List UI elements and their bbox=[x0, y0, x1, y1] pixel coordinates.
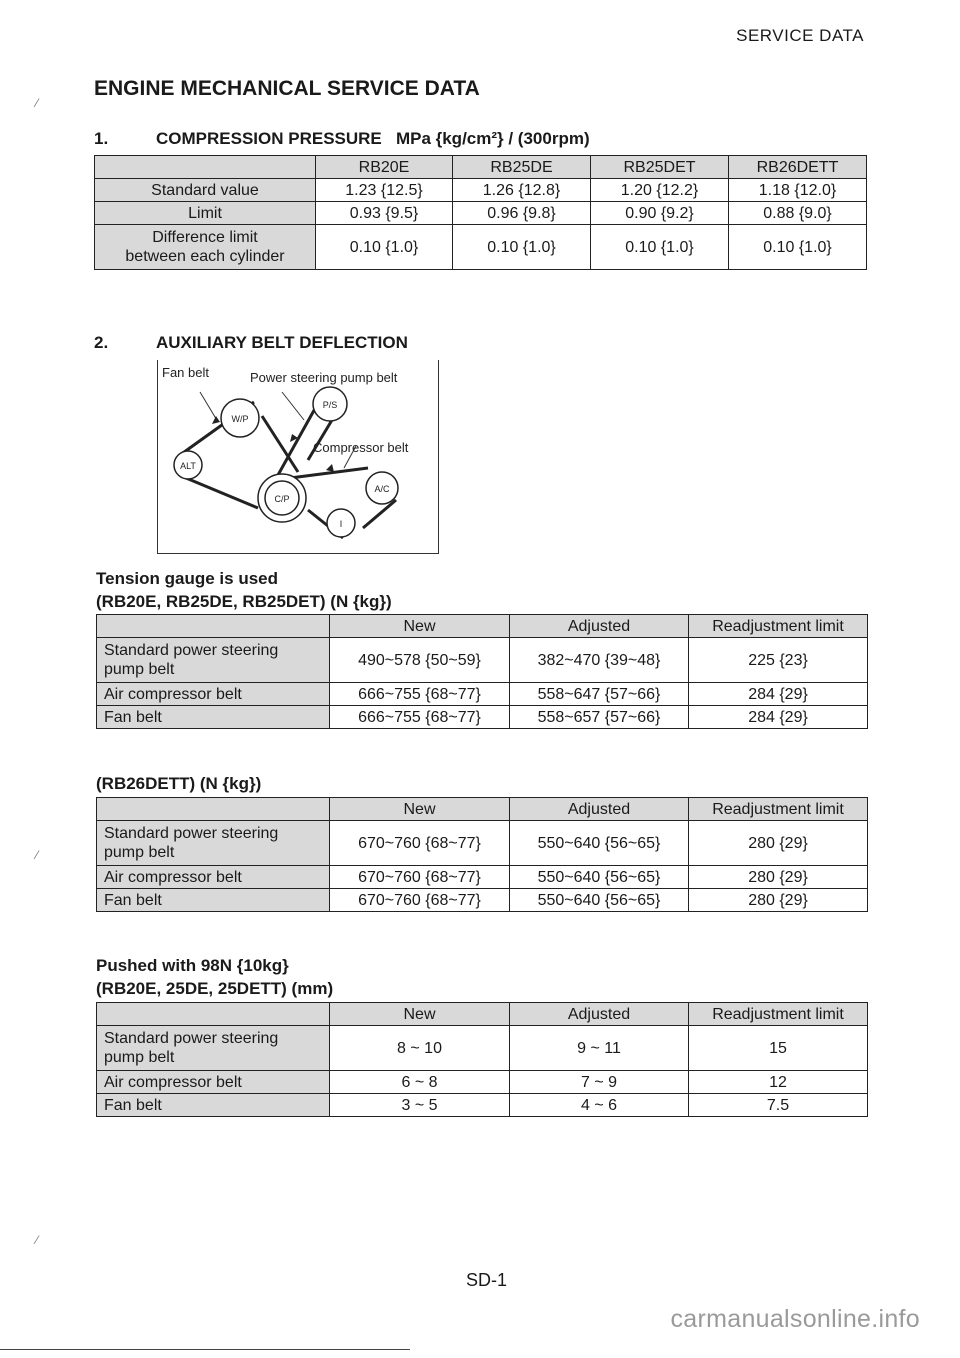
table-cell: 1.18 {12.0} bbox=[729, 179, 867, 202]
table-cell: 550~640 {56~65} bbox=[510, 866, 689, 889]
fan-belt-right bbox=[262, 416, 298, 472]
table-cell: 1.23 {12.5} bbox=[316, 179, 453, 202]
table-cell: 280 {29} bbox=[689, 866, 868, 889]
table-cell: 280 {29} bbox=[689, 821, 868, 866]
column-header: Readjustment limit bbox=[689, 1003, 868, 1026]
column-header: New bbox=[330, 615, 510, 638]
wp-label: W/P bbox=[231, 414, 249, 424]
table-cell: 12 bbox=[689, 1071, 868, 1094]
table-a-heading-line: Tension gauge is used bbox=[96, 569, 278, 588]
table-c-heading-line: Pushed with 98N {10kg} bbox=[96, 956, 289, 975]
row-label bbox=[97, 638, 330, 683]
table-cell: 0.88 {9.0} bbox=[729, 202, 867, 225]
row-label-line: Difference limit bbox=[152, 229, 258, 246]
table-cell: 6 ~ 8 bbox=[330, 1071, 510, 1094]
column-header: RB25DE bbox=[453, 156, 591, 179]
table-cell: 15 bbox=[689, 1026, 868, 1071]
table-row bbox=[97, 821, 868, 866]
column-header: New bbox=[330, 1003, 510, 1026]
column-header: RB20E bbox=[316, 156, 453, 179]
row-label-line: Standard power steering bbox=[104, 1030, 279, 1047]
row-label bbox=[95, 225, 316, 270]
table-cell: 1.20 {12.2} bbox=[591, 179, 729, 202]
section-2-title bbox=[94, 333, 408, 353]
table-cell: 382~470 {39~48} bbox=[510, 638, 689, 683]
table-c-heading-line: (RB20E, 25DE, 25DETT) (mm) bbox=[96, 979, 334, 998]
column-header: RB26DETT bbox=[729, 156, 867, 179]
row-label: Fan belt bbox=[97, 706, 330, 729]
row-label: Limit bbox=[95, 202, 316, 225]
watermark: carmanualsonline.info bbox=[670, 1305, 920, 1333]
table-cell: 0.10 {1.0} bbox=[316, 225, 453, 270]
section-1-heading: COMPRESSION PRESSURE bbox=[156, 129, 382, 148]
fan-belt-bottom bbox=[186, 478, 258, 508]
column-header: Readjustment limit bbox=[689, 798, 868, 821]
row-label: Air compressor belt bbox=[97, 866, 330, 889]
deflection-table bbox=[96, 1002, 868, 1117]
idler-label: I bbox=[339, 519, 343, 529]
table-cell: 0.90 {9.2} bbox=[591, 202, 729, 225]
row-label: Air compressor belt bbox=[97, 683, 330, 706]
table-row bbox=[97, 706, 868, 729]
table-cell: 8 ~ 10 bbox=[330, 1026, 510, 1071]
table-cell: 0.10 {1.0} bbox=[591, 225, 729, 270]
table-c-heading bbox=[96, 954, 333, 1000]
running-header: SERVICE DATA bbox=[736, 26, 864, 45]
margin-mark: ⁄ bbox=[36, 1233, 39, 1247]
table-cell: 670~760 {68~77} bbox=[330, 889, 510, 912]
page-number: SD-1 bbox=[466, 1270, 508, 1290]
table-row bbox=[97, 889, 868, 912]
row-label: Air compressor belt bbox=[97, 1071, 330, 1094]
table-cell: 284 {29} bbox=[689, 706, 868, 729]
header-corner bbox=[97, 615, 330, 638]
table-cell: 550~640 {56~65} bbox=[510, 821, 689, 866]
table-cell: 3 ~ 5 bbox=[330, 1094, 510, 1117]
header-corner bbox=[97, 1003, 330, 1026]
comp-belt-arrow-icon bbox=[326, 464, 334, 472]
section-2-heading: AUXILIARY BELT DEFLECTION bbox=[156, 333, 408, 352]
table-row bbox=[95, 202, 867, 225]
table-b-heading: (RB26DETT) (N {kg}) bbox=[96, 774, 262, 793]
page-title: ENGINE MECHANICAL SERVICE DATA bbox=[94, 77, 480, 100]
table-cell: 0.10 {1.0} bbox=[729, 225, 867, 270]
table-cell: 670~760 {68~77} bbox=[330, 866, 510, 889]
cp-label: C/P bbox=[274, 494, 290, 504]
margin-mark: ⁄ bbox=[36, 848, 39, 862]
column-header: RB25DET bbox=[591, 156, 729, 179]
table-row bbox=[97, 1026, 868, 1071]
table-cell: 558~647 {57~66} bbox=[510, 683, 689, 706]
header-corner bbox=[97, 798, 330, 821]
section-1-title bbox=[94, 129, 590, 149]
column-header: Readjustment limit bbox=[689, 615, 868, 638]
table-row bbox=[97, 866, 868, 889]
belt-diagram bbox=[157, 360, 439, 554]
table-row bbox=[97, 638, 868, 683]
table-cell: 7 ~ 9 bbox=[510, 1071, 689, 1094]
row-label-line: Standard power steering bbox=[104, 825, 279, 842]
row-label bbox=[97, 821, 330, 866]
column-header: Adjusted bbox=[510, 798, 689, 821]
table-row bbox=[95, 225, 867, 270]
row-label bbox=[97, 1026, 330, 1071]
ps-belt-callout: Power steering pump belt bbox=[250, 370, 398, 385]
section-1-unit: MPa {kg/cm²} / (300rpm) bbox=[395, 129, 590, 148]
table-cell: 284 {29} bbox=[689, 683, 868, 706]
table-cell: 0.93 {9.5} bbox=[316, 202, 453, 225]
belt-diagram-drawing bbox=[158, 360, 438, 553]
header-corner bbox=[95, 156, 316, 179]
tension-table-rb20e-rb25 bbox=[96, 614, 868, 729]
table-cell: 0.96 {9.8} bbox=[453, 202, 591, 225]
ac-label: A/C bbox=[374, 484, 390, 494]
table-cell: 490~578 {50~59} bbox=[330, 638, 510, 683]
table-cell: 280 {29} bbox=[689, 889, 868, 912]
table-row bbox=[97, 1071, 868, 1094]
compression-table bbox=[94, 155, 867, 270]
column-header: Adjusted bbox=[510, 615, 689, 638]
row-label-line: pump belt bbox=[104, 844, 175, 861]
alt-label: ALT bbox=[180, 461, 196, 471]
margin-mark: ⁄ bbox=[36, 96, 39, 110]
row-label: Fan belt bbox=[97, 889, 330, 912]
footer-rule bbox=[0, 1349, 410, 1350]
row-label: Fan belt bbox=[97, 1094, 330, 1117]
fan-belt-callout: Fan belt bbox=[162, 365, 209, 380]
table-cell: 0.10 {1.0} bbox=[453, 225, 591, 270]
section-2-number: 2. bbox=[94, 333, 109, 352]
table-row bbox=[97, 1094, 868, 1117]
table-row bbox=[97, 683, 868, 706]
table-cell: 7.5 bbox=[689, 1094, 868, 1117]
table-cell: 666~755 {68~77} bbox=[330, 683, 510, 706]
ps-belt-pointer bbox=[282, 392, 304, 420]
section-1-number: 1. bbox=[94, 129, 109, 148]
column-header: Adjusted bbox=[510, 1003, 689, 1026]
table-cell: 550~640 {56~65} bbox=[510, 889, 689, 912]
table-a-heading bbox=[96, 567, 392, 613]
table-cell: 225 {23} bbox=[689, 638, 868, 683]
row-label-line: pump belt bbox=[104, 1049, 175, 1066]
table-a-heading-line: (RB20E, RB25DE, RB25DET) (N {kg}) bbox=[96, 592, 392, 611]
table-cell: 4 ~ 6 bbox=[510, 1094, 689, 1117]
column-header: New bbox=[330, 798, 510, 821]
row-label: Standard value bbox=[95, 179, 316, 202]
table-row bbox=[95, 179, 867, 202]
table-cell: 1.26 {12.8} bbox=[453, 179, 591, 202]
table-cell: 670~760 {68~77} bbox=[330, 821, 510, 866]
row-label-line: between each cylinder bbox=[125, 248, 285, 265]
comp-belt-callout: Compressor belt bbox=[313, 440, 409, 455]
row-label-line: Standard power steering bbox=[104, 642, 279, 659]
tension-table-rb26dett bbox=[96, 797, 868, 912]
table-cell: 9 ~ 11 bbox=[510, 1026, 689, 1071]
ps-label: P/S bbox=[322, 400, 338, 410]
table-cell: 666~755 {68~77} bbox=[330, 706, 510, 729]
table-cell: 558~657 {57~66} bbox=[510, 706, 689, 729]
fan-belt-arrow-icon bbox=[212, 416, 220, 424]
row-label-line: pump belt bbox=[104, 661, 175, 678]
